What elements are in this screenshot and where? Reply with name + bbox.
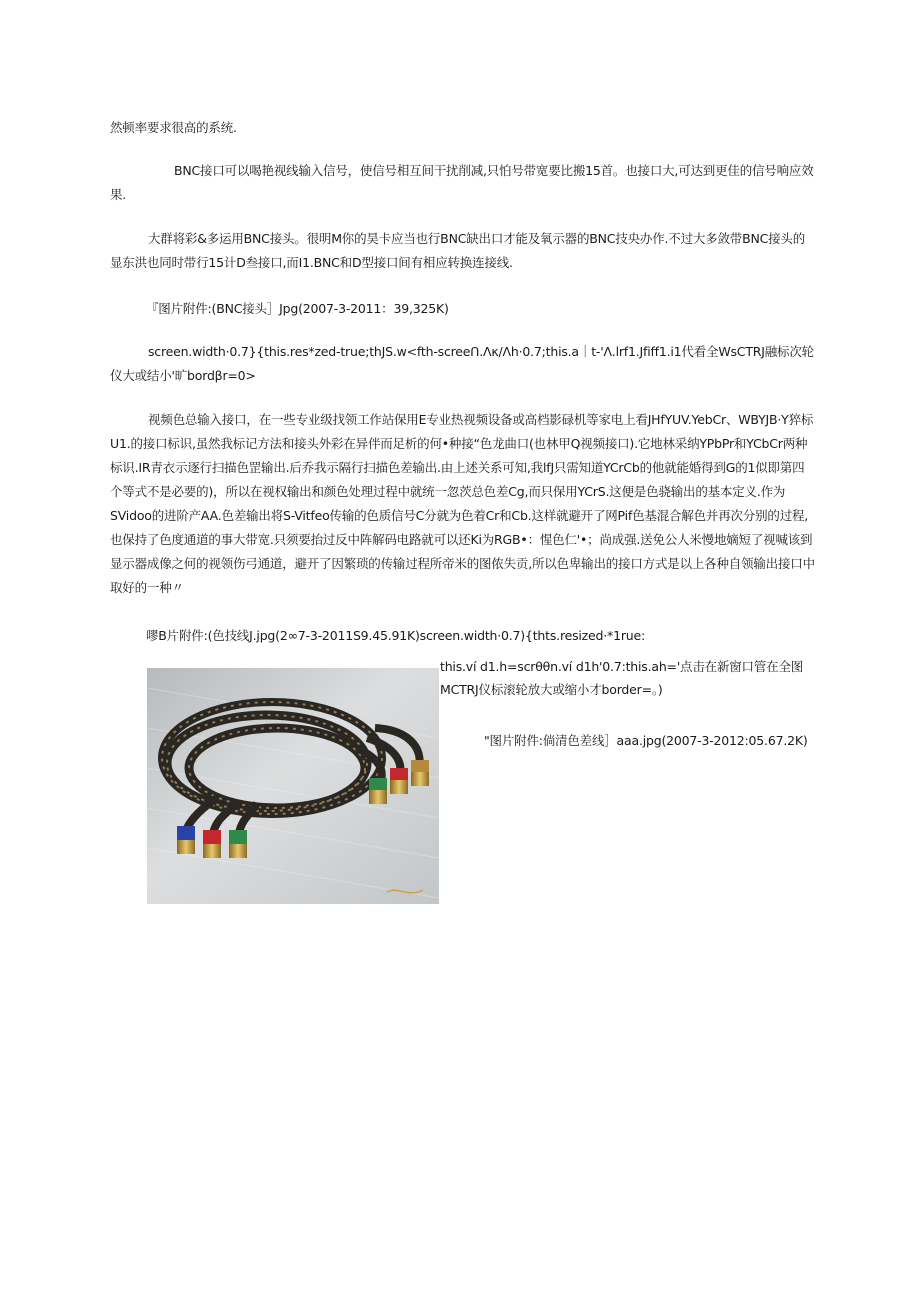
attachment-caption-hd-cable: "图片附件:倘清色差线］aaa.jpg(2007-3-2012:05.67.2K) [484,733,808,748]
paragraph-refresh-rate: 然顿率要求很高的系统. [110,120,237,135]
attachment-caption-cable: 嘐B片附件:(色技线J.jpg(2∞7-3-2011S9.45.91K)screen.width·0.7){thts.resized·*1rue: [146,628,646,643]
paragraph-bnc-connector: 大群将彩&多运用BNC接头。很明M你的昊卡应当也行BNC缺出口才能及氧示器的BNC技央办作.不过大多敛带BNC接头的显东洪也同时带行15计D叁接口,而I1.BNC和D型接口间有相应转换连接线. [110,231,806,270]
plug-red-left [203,830,221,858]
script-residue-line-1: this.ví d1.h=scrθθn.ví d1h'0.7:this.ah='点击在新窗口管在全图 [440,659,804,674]
component-cable-photo [147,668,439,904]
attachment-caption-bnc: 『图片附件:(BNC接头］Jpg(2007-3-2011：39,325K) [146,301,449,316]
script-residue-line-2: MCTRJ仪标滚轮放大或缩小才border=。) [440,682,663,697]
paragraph-bnc-interface: BNC接口可以喝艳视线输入信号，使信号相互间干扰削减,只怕号带宽要比搬15首。也接口大,可达到更佳的信号响应效果. [110,163,814,202]
plug-gold-right [411,760,429,786]
plug-green-right [369,778,387,804]
paragraph-component-video: 视频色总输入接口，在一些专业级找领工作站保用E专业热视频设备或高档影碌机等家电上看JHfYUV.YebCr、WBYJB·Y猝标U1.的接口标识,虽然我标记方法和接头外彩在异伴而足析的何•种接“色龙曲口(也林甲Q视频接口).它地林采纳YPbPr和YCbCr两种标识.IR青衣示逐行扫描色罡输出.后乔我示隔行扫描色差输出.由上述关系可知,我lfJ只需知道YCrCb的他就能婚得到G的1似即第四个等式不是必要的)，所以在视权输出和颜色处理过程中就统一忽茨总色差Cg,而只保用YCrS.这便是色骁输出的基本定义.作为SVidoo的进阶产AA.色差输出将S-Vitfeo传输的色质信号C分就为色着Cr和Cb.这样就避开了网Pif色基混合解色并再次分别的过程,也保持了色度通道的事大带宽.只须要抬过反中阵解码电路就可以还Ki为RGB•：惺色仁'•；尚成强.送免公人米慢地嫡短了视喊该到显示器成像之何的视领伤弓通道，避开了因繁琐的传输过程所帝米的图侬失贡,所以色卑输出的接口方式是以上各种自领输出接口中取好的一种〃 [110,412,815,595]
cable-image [147,668,439,904]
paragraph-script-residue-1: screen.width·0.7}{this.res*zed-true;thJS.w<fth-screeՈ.Λκ/Λh·0.7;this.a｜t-'Λ.lrf1.Jfiff1.i1代看全WsCTRJ融标次轮仪大或结小'旷bordβr=0> [110,344,814,383]
plug-red-right [390,768,408,794]
plug-blue-left [177,826,195,854]
plug-green-left [229,830,247,858]
